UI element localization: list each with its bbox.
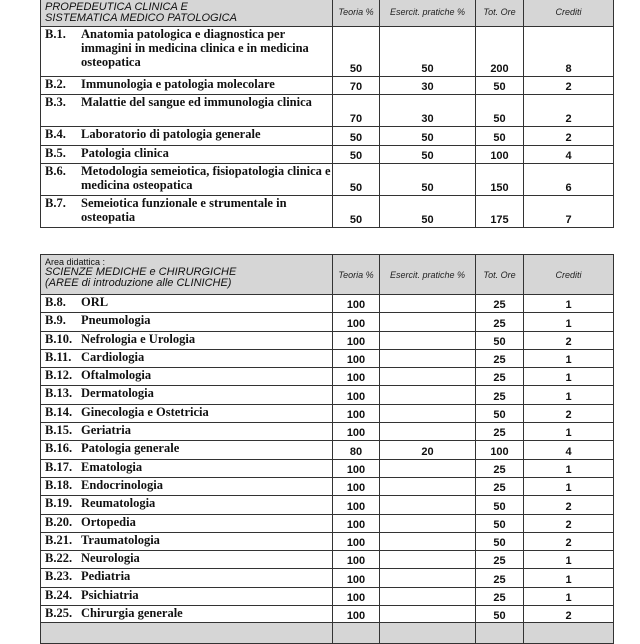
cell-esercit: 30 — [380, 95, 476, 127]
cell-esercit: 50 — [380, 127, 476, 145]
cell-esercit: 50 — [380, 195, 476, 227]
course-name-cell — [41, 514, 333, 532]
course-name: Cardiologia — [81, 349, 145, 364]
cell-esercit — [380, 532, 476, 550]
cell-esercit: 50 — [380, 27, 476, 77]
cell-teoria: 100 — [333, 386, 380, 404]
table-row — [41, 404, 614, 422]
cell-ore: 50 — [476, 532, 524, 550]
cell-teoria: 100 — [333, 331, 380, 349]
course-code: B.19. — [45, 496, 73, 511]
course-code: B.4. — [45, 127, 66, 142]
cell-crediti: 1 — [524, 569, 614, 587]
table-row — [41, 77, 614, 95]
course-name: Immunologia e patologia molecolare — [81, 77, 275, 91]
cell-esercit — [380, 331, 476, 349]
cell-esercit — [380, 587, 476, 605]
cell-esercit: 50 — [380, 145, 476, 163]
cell-teoria: 70 — [333, 95, 380, 127]
cell-crediti: 1 — [524, 368, 614, 386]
course-code: B.24. — [45, 587, 73, 602]
cell-ore: 25 — [476, 295, 524, 313]
course-name-cell — [41, 423, 333, 441]
table-row — [41, 313, 614, 331]
table-row — [41, 551, 614, 569]
course-name-cell — [41, 313, 333, 331]
cell-ore: 25 — [476, 368, 524, 386]
cell-crediti: 1 — [524, 386, 614, 404]
course-name: Chirurgia generale — [81, 606, 183, 621]
cell-crediti: 7 — [524, 195, 614, 227]
course-name: Anatomia patologica e diagnostica per immagini in medicina clinica e in medicina osteopatica — [81, 27, 309, 69]
course-code: B.8. — [45, 295, 66, 309]
cell-crediti: 1 — [524, 459, 614, 477]
header-cell — [380, 623, 476, 644]
cell-esercit — [380, 295, 476, 313]
course-name: Ortopedia — [81, 514, 136, 529]
table-row — [41, 532, 614, 550]
cell-teoria: 100 — [333, 514, 380, 532]
cell-crediti: 1 — [524, 551, 614, 569]
course-code: B.9. — [45, 313, 66, 328]
course-name: Laboratorio di patologia generale — [81, 127, 261, 142]
course-name: Pediatria — [81, 569, 131, 584]
header-tot-ore: Tot. Ore — [476, 255, 524, 295]
cell-esercit — [380, 423, 476, 441]
cell-ore: 50 — [476, 514, 524, 532]
cell-teoria: 100 — [333, 459, 380, 477]
area-title-line: PROPEDEUTICA CLINICA E — [45, 1, 188, 13]
cell-teoria: 100 — [333, 368, 380, 386]
cell-teoria: 100 — [333, 606, 380, 624]
area-title: SCIENZE MEDICHE e CHIRURGICHE — [45, 266, 237, 278]
course-code: B.25. — [45, 606, 73, 621]
cell-teoria: 80 — [333, 441, 380, 459]
cell-esercit — [380, 459, 476, 477]
course-name-cell — [41, 587, 333, 605]
table-row — [41, 295, 614, 313]
course-code: B.10. — [45, 331, 73, 346]
course-code: B.3. — [45, 95, 66, 110]
cell-teoria: 100 — [333, 404, 380, 422]
cell-ore: 200 — [476, 27, 524, 77]
cell-teoria: 100 — [333, 496, 380, 514]
course-code: B.1. — [45, 27, 66, 41]
cell-ore: 25 — [476, 477, 524, 495]
course-name-cell — [41, 496, 333, 514]
cell-crediti: 2 — [524, 532, 614, 550]
course-code: B.13. — [45, 386, 73, 401]
cell-ore: 50 — [476, 77, 524, 95]
cell-teoria: 50 — [333, 163, 380, 195]
course-name-cell — [41, 404, 333, 422]
course-code: B.15. — [45, 423, 73, 438]
cell-teoria: 100 — [333, 349, 380, 367]
table-row — [41, 27, 614, 77]
cell-ore: 150 — [476, 163, 524, 195]
cell-crediti: 6 — [524, 163, 614, 195]
cell-ore: 25 — [476, 423, 524, 441]
course-name: Psichiatria — [81, 587, 139, 602]
table-row — [41, 496, 614, 514]
table-row — [41, 145, 614, 163]
table-row — [41, 163, 614, 195]
header-teoria: Teoria % — [333, 255, 380, 295]
header-tot-ore: Tot. Ore — [476, 0, 524, 27]
cell-esercit: 30 — [380, 77, 476, 95]
course-name: Patologia clinica — [81, 145, 169, 160]
course-name-cell — [41, 368, 333, 386]
course-name-cell — [41, 459, 333, 477]
table-row — [41, 459, 614, 477]
cell-teoria: 50 — [333, 27, 380, 77]
course-code: B.21. — [45, 532, 73, 547]
course-code: B.17. — [45, 459, 73, 474]
course-name-cell — [41, 331, 333, 349]
cell-crediti: 2 — [524, 77, 614, 95]
course-code: B.6. — [45, 163, 66, 178]
cell-ore: 175 — [476, 195, 524, 227]
cell-teoria: 100 — [333, 551, 380, 569]
cell-crediti: 2 — [524, 127, 614, 145]
table-row — [41, 368, 614, 386]
course-name: Oftalmologia — [81, 368, 152, 383]
course-name-cell — [41, 295, 333, 313]
cell-ore: 25 — [476, 551, 524, 569]
header-cell — [333, 623, 380, 644]
course-name-cell — [41, 95, 333, 127]
cell-ore: 50 — [476, 331, 524, 349]
course-name: Endocrinologia — [81, 477, 163, 492]
cell-esercit — [380, 349, 476, 367]
header-crediti: Crediti — [524, 0, 614, 27]
cell-teoria: 70 — [333, 77, 380, 95]
cell-crediti: 1 — [524, 349, 614, 367]
course-name-cell — [41, 386, 333, 404]
course-code: B.11. — [45, 349, 72, 364]
course-name-cell — [41, 477, 333, 495]
course-name-cell — [41, 77, 333, 95]
cell-teoria: 50 — [333, 127, 380, 145]
course-name-cell — [41, 349, 333, 367]
area-title-cell — [41, 623, 333, 644]
cell-teoria: 100 — [333, 587, 380, 605]
course-name-cell — [41, 27, 333, 77]
cell-ore: 50 — [476, 606, 524, 624]
course-name: Reumatologia — [81, 496, 156, 511]
cell-ore: 100 — [476, 441, 524, 459]
cell-crediti: 2 — [524, 514, 614, 532]
cell-teoria: 100 — [333, 313, 380, 331]
cell-ore: 100 — [476, 145, 524, 163]
cell-teoria: 50 — [333, 145, 380, 163]
course-name: Traumatologia — [81, 532, 160, 547]
cell-crediti: 4 — [524, 145, 614, 163]
course-code: B.18. — [45, 477, 73, 492]
cell-esercit: 20 — [380, 441, 476, 459]
table-row — [41, 587, 614, 605]
cell-ore: 50 — [476, 404, 524, 422]
cell-crediti: 2 — [524, 404, 614, 422]
course-code: B.12. — [45, 368, 73, 383]
table-row — [41, 423, 614, 441]
cell-ore: 25 — [476, 313, 524, 331]
area-title-cell — [41, 255, 333, 295]
course-name: Nefrologia e Urologia — [81, 331, 196, 346]
course-name-cell — [41, 441, 333, 459]
cell-teoria: 100 — [333, 569, 380, 587]
course-name: Pneumologia — [81, 313, 151, 328]
course-code: B.2. — [45, 77, 66, 91]
table-row — [41, 441, 614, 459]
cell-crediti: 2 — [524, 496, 614, 514]
cell-esercit — [380, 477, 476, 495]
area-subtitle: (AREE di introduzione alle CLINICHE) — [45, 277, 232, 289]
course-name: Semeiotica funzionale e strumentale in osteopatia — [81, 195, 287, 224]
course-name-cell — [41, 532, 333, 550]
table-row — [41, 514, 614, 532]
table-next-area — [40, 622, 614, 644]
course-code: B.22. — [45, 551, 73, 566]
cell-ore: 50 — [476, 95, 524, 127]
cell-crediti: 1 — [524, 587, 614, 605]
cell-crediti: 8 — [524, 27, 614, 77]
cell-esercit — [380, 551, 476, 569]
course-name: Ginecologia e Ostetricia — [81, 404, 209, 419]
course-name: Patologia generale — [81, 441, 180, 456]
course-code: B.5. — [45, 145, 66, 160]
cell-teoria: 100 — [333, 423, 380, 441]
table-row — [41, 195, 614, 227]
header-esercitazioni: Esercit. pratiche % — [380, 0, 476, 27]
course-name: Metodologia semeiotica, fisiopatologia clinica e medicina osteopatica — [81, 163, 331, 192]
cell-teoria: 100 — [333, 295, 380, 313]
course-name-cell — [41, 145, 333, 163]
course-code: B.16. — [45, 441, 73, 456]
cell-ore: 50 — [476, 127, 524, 145]
table-row — [41, 331, 614, 349]
cell-esercit — [380, 368, 476, 386]
table-scienze-mediche — [40, 254, 614, 643]
cell-teoria: 100 — [333, 477, 380, 495]
course-name: Geriatria — [81, 423, 131, 438]
area-title-line: SISTEMATICA MEDICO PATOLOGICA — [45, 12, 237, 24]
cell-ore: 25 — [476, 386, 524, 404]
course-code: B.23. — [45, 569, 73, 584]
table-row — [41, 386, 614, 404]
course-name: ORL — [81, 295, 109, 309]
table-row — [41, 569, 614, 587]
course-name-cell — [41, 569, 333, 587]
course-name: Neurologia — [81, 551, 140, 566]
area-title-cell — [41, 0, 333, 27]
course-code: B.14. — [45, 404, 73, 419]
cell-esercit — [380, 313, 476, 331]
cell-crediti: 1 — [524, 295, 614, 313]
table-row — [41, 349, 614, 367]
course-name-cell — [41, 195, 333, 227]
cell-teoria: 100 — [333, 532, 380, 550]
cell-ore: 25 — [476, 459, 524, 477]
cell-crediti: 2 — [524, 606, 614, 624]
course-name: Ematologia — [81, 459, 143, 474]
header-cell — [476, 623, 524, 644]
cell-teoria: 50 — [333, 195, 380, 227]
cell-crediti: 1 — [524, 477, 614, 495]
cell-crediti: 4 — [524, 441, 614, 459]
cell-esercit: 50 — [380, 163, 476, 195]
header-esercitazioni: Esercit. pratiche % — [380, 255, 476, 295]
cell-ore: 50 — [476, 496, 524, 514]
course-code: B.20. — [45, 514, 73, 529]
cell-crediti: 2 — [524, 331, 614, 349]
cell-crediti: 2 — [524, 95, 614, 127]
area-label: Area didattica : — [45, 257, 106, 267]
header-crediti: Crediti — [524, 255, 614, 295]
cell-esercit — [380, 514, 476, 532]
table-row — [41, 95, 614, 127]
course-name: Malattie del sangue ed immunologia clinica — [81, 95, 312, 110]
cell-crediti: 1 — [524, 313, 614, 331]
course-name-cell — [41, 551, 333, 569]
header-teoria: Teoria % — [333, 0, 380, 27]
cell-esercit — [380, 496, 476, 514]
cell-crediti: 1 — [524, 423, 614, 441]
cell-ore: 25 — [476, 569, 524, 587]
cell-ore: 25 — [476, 587, 524, 605]
cell-ore: 25 — [476, 349, 524, 367]
table-row — [41, 127, 614, 145]
cell-esercit — [380, 404, 476, 422]
course-name-cell — [41, 127, 333, 145]
course-name-cell — [41, 163, 333, 195]
table-row — [41, 477, 614, 495]
cell-esercit — [380, 569, 476, 587]
course-code: B.7. — [45, 195, 66, 210]
header-cell — [524, 623, 614, 644]
table-propedeutica-clinica — [40, 0, 614, 228]
course-name: Dermatologia — [81, 386, 154, 401]
cell-esercit — [380, 386, 476, 404]
